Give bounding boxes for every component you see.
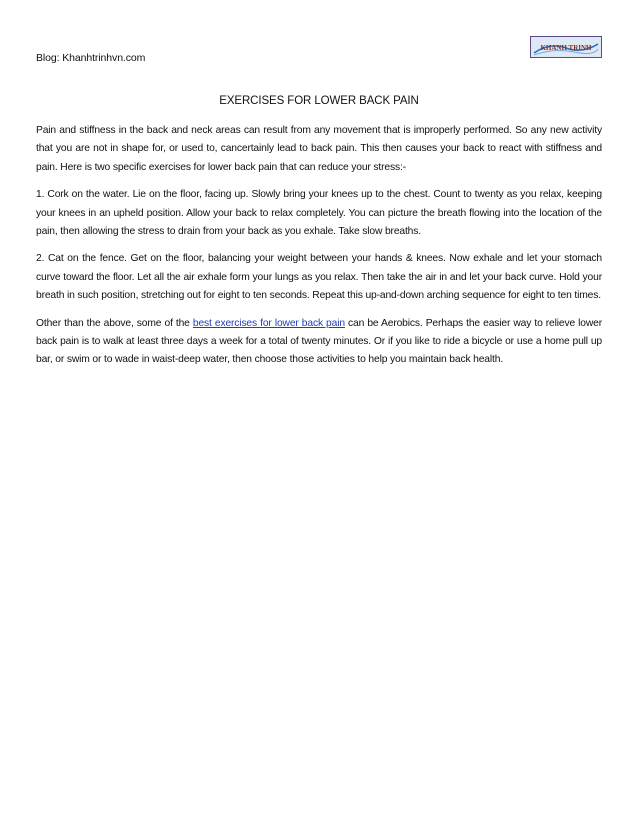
best-exercises-link[interactable]: best exercises for lower back pain: [192, 317, 345, 329]
document-title: EXERCISES FOR LOWER BACK PAIN: [219, 95, 419, 107]
paragraph-exercise-1: 1. Cork on the water. Lie on the floor, facing up. Slowly bring your knees up to the chest. Count to twenty as you relax, keeping your knees in an upheld position. Allow your back to relax completely. You can picture the breath flowing into the location of the pain, then allowing the stress to drain from your back as you exhale. Take slow breaths.: [36, 189, 602, 238]
page-header: [36, 36, 602, 66]
blog-label: Blog: Khanhtrinhvn.com: [36, 52, 146, 64]
conclusion-text-end: can be Aerobics. Perhaps the easier way to relieve lower back pain is to walk at least three days a week for a total of twenty minutes. Or if you like to ride a bicycle or use a home pull up bar, or swim or to wade in waist-deep water, then choose those activities to help you maintain back health.: [36, 317, 603, 366]
paragraph-exercise-2: 2. Cat on the fence. Get on the floor, balancing your weight between your hands & knees. Now exhale and let your stomach curve toward the floor. Let all the air exhale form your lungs as you relax. Then take the air in and let your back curve. Hold your breath in such position, stretching out for eight to ten seconds. Repeat this up-and-down arching sequence for eight to ten times.: [36, 253, 602, 302]
paragraph-conclusion: [36, 315, 602, 370]
logo-text: KHANH TRINH: [540, 44, 592, 52]
khanh-trinh-logo: [530, 36, 602, 58]
paragraph-intro: Pain and stiffness in the back and neck areas can result from any movement that is improperly performed. So any new activity that you are not in shape for, or used to, cancertainly lead to back pain. This then causes your back to react with stiffness and pain. Here is two specific exercises for lower back pain that can reduce your stress:-: [36, 125, 602, 173]
document-body: [36, 122, 602, 379]
conclusion-text-start: Other than the above, some of the: [36, 317, 193, 329]
